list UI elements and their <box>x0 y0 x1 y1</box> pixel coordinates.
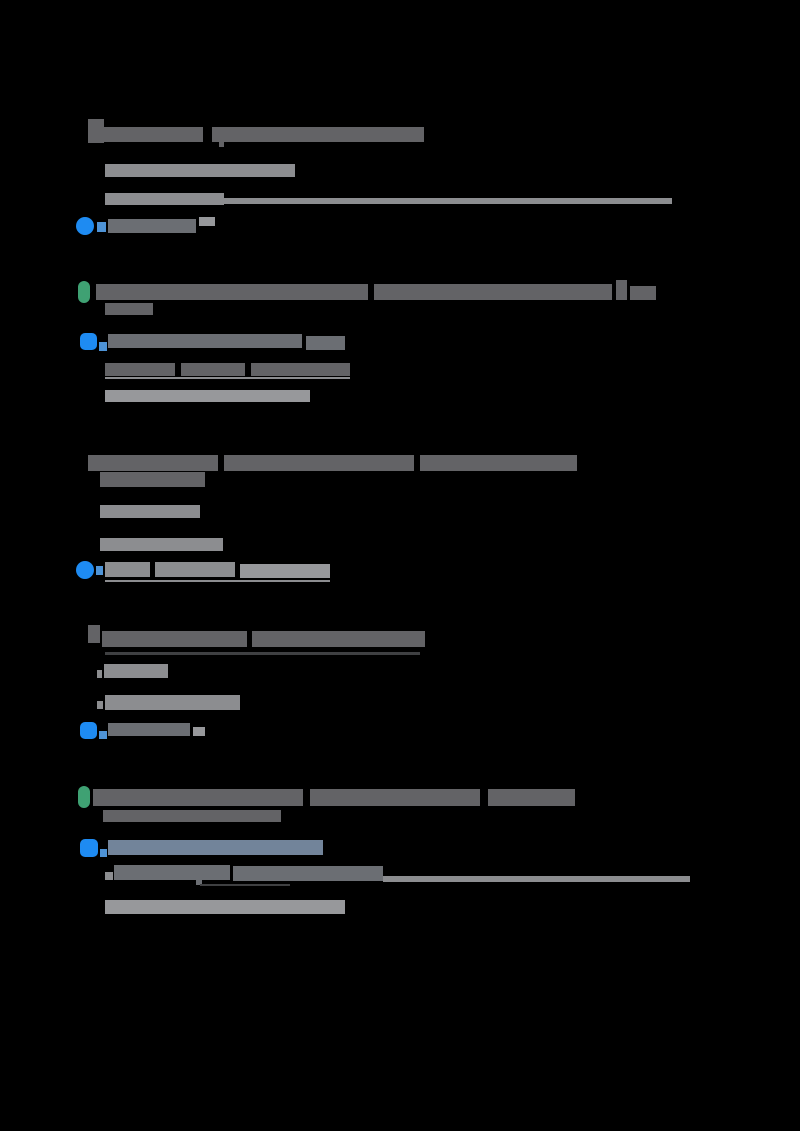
title-tall-glyph <box>616 280 627 300</box>
link-prefix-glyph[interactable] <box>97 222 106 232</box>
blue-square-icon[interactable] <box>80 333 97 350</box>
title-text-bar <box>104 127 203 142</box>
link-prefix-glyph[interactable] <box>99 342 107 351</box>
link-prefix-glyph[interactable] <box>96 566 103 575</box>
title-text-bar <box>102 631 247 647</box>
url-underline-rule[interactable] <box>383 876 690 882</box>
journal-text-bar <box>100 505 200 518</box>
description-text-bar <box>105 390 310 402</box>
doi-link-text-bar[interactable] <box>105 562 150 577</box>
title-text-bar <box>374 284 612 300</box>
blue-circle-icon[interactable] <box>76 561 94 579</box>
link-prefix-glyph[interactable] <box>99 731 107 739</box>
doi-link-text-bar[interactable] <box>240 564 330 578</box>
comma-descender <box>219 142 224 147</box>
underline-rule[interactable] <box>105 580 330 582</box>
title-text-bar <box>488 789 575 806</box>
doi-link-text-bar[interactable] <box>155 562 235 577</box>
title-wrap-bar <box>103 810 281 822</box>
volume-text-bar <box>100 538 223 551</box>
underlined-text-bar[interactable] <box>181 363 245 376</box>
publisher-lead-glyph <box>97 701 103 709</box>
underlined-text-bar[interactable] <box>105 363 175 376</box>
underlined-lead-glyph[interactable] <box>105 872 113 880</box>
green-book-icon <box>78 786 90 808</box>
green-book-icon <box>78 281 90 303</box>
faint-underline-rule <box>200 884 290 886</box>
identifier-text-bar <box>105 193 224 205</box>
doi-link-text-bar[interactable] <box>108 219 196 233</box>
underlined-text-bar[interactable] <box>114 865 230 880</box>
title-text-bar <box>93 789 303 806</box>
description-text-bar <box>105 900 345 914</box>
title-text-bar <box>96 284 368 300</box>
journal-text-bar <box>105 164 295 177</box>
title-wrap-bar <box>100 472 205 487</box>
site-link-text-bar[interactable] <box>108 840 323 855</box>
underlined-text-bar[interactable] <box>233 866 383 881</box>
quote-mark <box>88 119 104 143</box>
title-text-bar <box>252 631 425 647</box>
title-text-bar <box>420 455 577 471</box>
title-wrap-bar <box>105 303 153 315</box>
title-text-bar <box>212 127 424 142</box>
site-link-text-bar[interactable] <box>108 334 302 348</box>
title-subrule <box>105 652 420 655</box>
underline-rule[interactable] <box>105 377 350 379</box>
blue-square-icon[interactable] <box>80 722 97 739</box>
title-text-bar <box>310 789 480 806</box>
title-text-bar <box>224 455 414 471</box>
page-lead-glyph <box>97 670 102 678</box>
publisher-text-bar <box>105 695 240 710</box>
link-suffix-bar[interactable] <box>199 217 215 226</box>
quote-mark <box>88 625 100 643</box>
link-prefix-glyph[interactable] <box>100 849 107 857</box>
link-suffix-bar[interactable] <box>193 727 205 736</box>
blue-square-icon[interactable] <box>80 839 98 857</box>
site-link-text-bar[interactable] <box>306 336 345 350</box>
underlined-text-bar[interactable] <box>251 363 350 376</box>
doi-link-text-bar[interactable] <box>108 723 190 736</box>
title-text-bar <box>630 286 656 300</box>
url-underline-rule[interactable] <box>224 198 672 204</box>
title-text-bar <box>88 455 218 471</box>
blue-circle-icon[interactable] <box>76 217 94 235</box>
page-text-bar <box>104 664 168 678</box>
